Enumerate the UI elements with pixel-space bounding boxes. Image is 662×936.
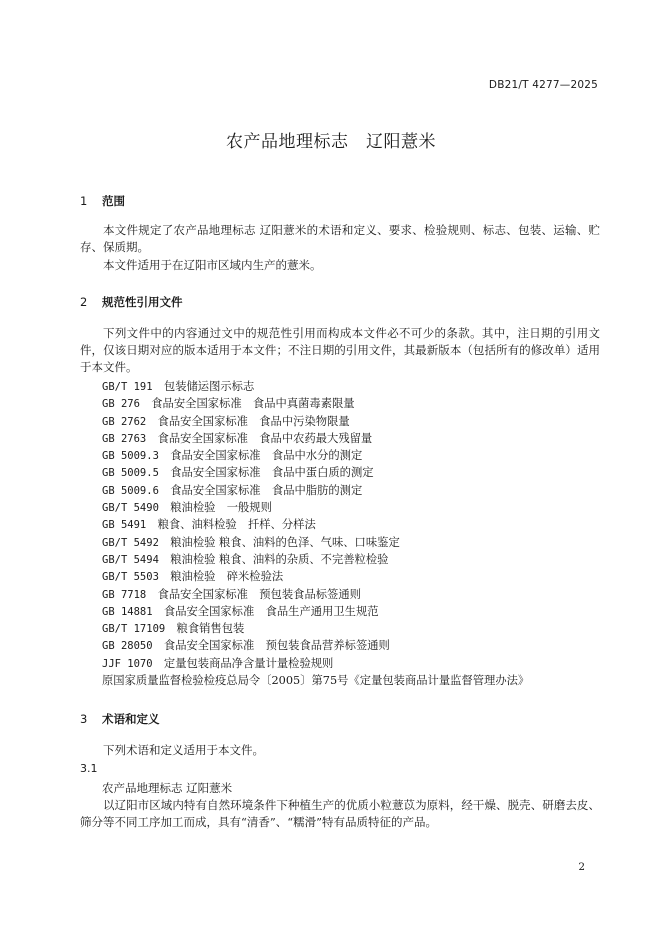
reference-code: GB 2763 xyxy=(102,432,147,445)
list-item xyxy=(102,464,529,481)
list-item xyxy=(102,568,529,585)
reference-code: GB/T 5503 xyxy=(102,571,159,584)
list-item xyxy=(102,499,529,516)
reference-title: 食品安全国家标准 食品中污染物限量 xyxy=(157,414,350,428)
reference-title: 粮油检验 粮食、油料的杂质、不完善粒检验 xyxy=(170,552,389,566)
references-intro: 下列文件中的内容通过文中的规范性引用而构成本文件必不可少的条款。其中，注日期的引用文件，仅该日期对应的版本适用于本文件；不注日期的引用文件，其最新版本（包括所有的修改单）适用于本文件。 xyxy=(80,326,600,374)
section-title: 术语和定义 xyxy=(102,712,160,726)
list-item xyxy=(102,516,529,533)
reference-title: 粮油检验 碎米检验法 xyxy=(170,570,284,584)
scope-paragraph-1: 本文件规定了农产品地理标志 辽阳薏米的术语和定义、要求、检验规则、标志、包装、运输、贮 存、保质期。 xyxy=(80,223,600,254)
term-definition: 以辽阳市区域内特有自然环境条件下种植生产的优质小粒薏苡为原料，经干燥、脱壳、研磨去皮、筛分等不同工序加工而成，具有“清香”、“糯滑”特有品质特征的产品。 xyxy=(80,798,600,829)
list-item xyxy=(102,378,529,395)
reference-title: 食品安全国家标准 食品中农药最大残留量 xyxy=(157,431,373,445)
reference-code: GB 2762 xyxy=(102,415,147,428)
section-title: 范围 xyxy=(102,194,126,208)
document-title: 农产品地理标志 辽阳薏米 xyxy=(226,132,436,152)
reference-code: GB/T 5490 xyxy=(102,502,159,515)
reference-title: 粮油检验 粮食、油料的色泽、气味、口味鉴定 xyxy=(170,535,400,549)
reference-list xyxy=(102,378,529,689)
list-item xyxy=(102,655,529,672)
reference-code: GB 5491 xyxy=(102,519,147,532)
reference-title: 原国家质量监督检验检疫总局令〔2005〕第75号《定量包装商品计量监督管理办法》 xyxy=(102,674,530,688)
list-item xyxy=(102,447,529,464)
section-title: 规范性引用文件 xyxy=(102,295,183,309)
list-item xyxy=(102,603,529,620)
reference-code: GB 5009.6 xyxy=(102,484,159,497)
reference-code: GB 14881 xyxy=(102,605,153,618)
term-number: 3.1 xyxy=(80,762,98,775)
reference-code: GB 7718 xyxy=(102,588,147,601)
standard-code: DB21/T 4277—2025 xyxy=(488,79,598,91)
scope-paragraph-2: 本文件适用于在辽阳市区域内生产的薏米。 xyxy=(103,258,322,272)
reference-title: 定量包装商品净含量计量检验规则 xyxy=(163,656,334,670)
reference-title: 食品安全国家标准 预包装食品营养标签通则 xyxy=(163,639,390,653)
list-item xyxy=(102,637,529,654)
section-3-heading xyxy=(80,711,160,727)
reference-code: GB 5009.5 xyxy=(102,467,159,480)
section-number: 1 xyxy=(80,194,88,208)
reference-code: GB 28050 xyxy=(102,640,153,653)
reference-title: 食品安全国家标准 食品中蛋白质的测定 xyxy=(170,466,374,480)
reference-title: 粮食、油料检验 扦样、分样法 xyxy=(157,518,316,532)
section-number: 3 xyxy=(80,712,88,726)
list-item xyxy=(102,620,529,637)
reference-title: 粮食销售包装 xyxy=(176,622,245,636)
list-item xyxy=(102,482,529,499)
list-item xyxy=(102,395,529,412)
reference-title: 食品安全国家标准 食品中水分的测定 xyxy=(170,449,363,463)
section-1-heading xyxy=(80,193,125,209)
reference-code: GB/T 5492 xyxy=(102,536,159,549)
list-item xyxy=(102,430,529,447)
reference-code: GB 5009.3 xyxy=(102,450,159,463)
list-item xyxy=(102,551,529,568)
terms-intro: 下列术语和定义适用于本文件。 xyxy=(103,743,264,757)
reference-title: 食品安全国家标准 食品中脂肪的测定 xyxy=(170,483,363,497)
reference-code: JJF 1070 xyxy=(102,657,153,670)
list-item xyxy=(102,672,529,689)
reference-title: 包装储运图示标志 xyxy=(163,380,255,393)
reference-code: GB 276 xyxy=(102,398,140,411)
section-number: 2 xyxy=(80,295,88,309)
list-item xyxy=(102,413,529,430)
reference-title: 食品安全国家标准 食品生产通用卫生规范 xyxy=(163,604,379,618)
reference-title: 粮油检验 一般规则 xyxy=(170,501,272,515)
reference-code: GB/T 191 xyxy=(102,381,153,393)
list-item xyxy=(102,586,529,603)
term-name: 农产品地理标志 辽阳薏米 xyxy=(102,781,233,795)
section-2-heading xyxy=(80,294,183,310)
reference-title: 食品安全国家标准 预包装食品标签通则 xyxy=(157,587,361,601)
reference-code: GB/T 5494 xyxy=(102,553,159,566)
page-number: 2 xyxy=(578,861,585,873)
list-item xyxy=(102,534,529,551)
reference-code: GB/T 17109 xyxy=(102,623,166,636)
reference-title: 食品安全国家标准 食品中真菌毒素限量 xyxy=(151,397,355,411)
